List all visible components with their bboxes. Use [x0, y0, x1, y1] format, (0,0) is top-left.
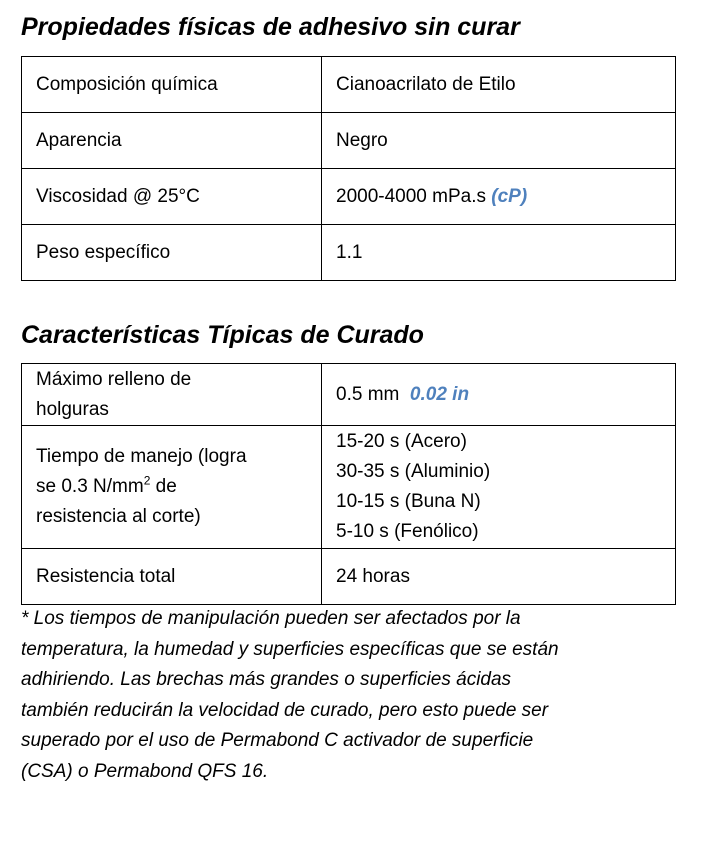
handling-time-label-text: se 0.3 N/mm [36, 476, 144, 497]
property-label: Composición química [22, 57, 322, 113]
property-value: 24 horas [322, 549, 676, 605]
gap-fill-label-line: Máximo relleno de [36, 368, 192, 390]
table-row [22, 364, 676, 426]
footnote-line: adhiriendo. Las brechas más grandes o superficies ácidas [21, 669, 512, 690]
footnote-line: superado por el uso de Permabond C activador de superficie [21, 730, 534, 751]
property-value [322, 169, 676, 225]
table-row [22, 169, 676, 225]
viscosity-unit-alt: (cP) [491, 185, 528, 207]
property-value: Negro [322, 113, 676, 169]
viscosity-value: 2000-4000 mPa.s [336, 185, 486, 207]
handling-time-label-text: de [150, 476, 177, 497]
table-row [22, 426, 676, 549]
footnote [21, 604, 686, 787]
handling-time-value: 15-20 s (Acero) [336, 431, 467, 452]
gap-fill-value: 0.5 mm [336, 383, 400, 405]
property-label: Aparencia [22, 113, 322, 169]
property-label [22, 364, 322, 426]
property-value: Cianoacrilato de Etilo [322, 57, 676, 113]
superscript: 2 [143, 473, 151, 488]
handling-time-value: 5-10 s (Fenólico) [336, 521, 479, 542]
table-row [22, 225, 676, 281]
footnote-line: * Los tiempos de manipulación pueden ser afectados por la [21, 608, 521, 629]
uncured-properties-table [21, 56, 676, 281]
handling-time-label-line: resistencia al corte) [36, 506, 201, 527]
property-label: Viscosidad @ 25°C [22, 169, 322, 225]
footnote-line: (CSA) o Permabond QFS 16. [21, 760, 269, 782]
handling-time-label-line [36, 472, 321, 502]
cure-characteristics-table [21, 363, 676, 605]
table-row [22, 57, 676, 113]
property-label [22, 426, 322, 549]
property-value: 1.1 [322, 225, 676, 281]
handling-time-label-line: Tiempo de manejo (logra [36, 446, 247, 467]
table-row [22, 113, 676, 169]
table-row [22, 549, 676, 605]
gap-fill-value-alt: 0.02 in [409, 383, 470, 405]
handling-time-value: 30-35 s (Aluminio) [336, 461, 491, 482]
cure-characteristics-title: Características Típicas de Curado [21, 321, 424, 349]
gap-fill-label-line: holguras [36, 398, 109, 420]
property-value [322, 364, 676, 426]
handling-time-value: 10-15 s (Buna N) [336, 491, 481, 512]
footnote-line: también reducirán la velocidad de curado, pero esto puede ser [21, 699, 549, 721]
property-label: Peso específico [22, 225, 322, 281]
uncured-properties-title: Propiedades físicas de adhesivo sin curar [21, 13, 520, 41]
property-label: Resistencia total [22, 549, 322, 605]
footnote-line: temperatura, la humedad y superficies específicas que se están [21, 638, 559, 660]
property-value [322, 426, 676, 549]
